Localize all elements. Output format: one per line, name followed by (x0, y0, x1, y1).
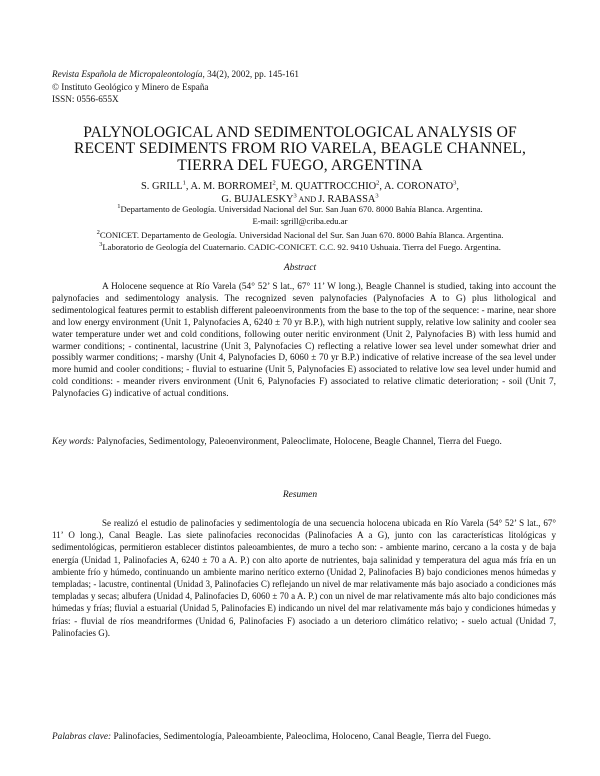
author-name: G. BUJALESKY (221, 194, 294, 206)
author-affil-mark: 3 (375, 192, 379, 200)
resumen-heading: Resumen (282, 490, 318, 500)
journal-name: Revista Española de Micropaleontología (52, 69, 203, 79)
affil-text: Departamento de Geología. Universidad Nacional del Sur. San Juan 670. 8000 Bahía Blanca. Argentina. (120, 204, 483, 214)
issn-line: ISSN: 0556-655X (52, 94, 119, 105)
keywords (52, 437, 556, 449)
contact-email: E-mail: sgrill@criba.edu.ar (252, 215, 348, 226)
author-name: S. GRILL (141, 181, 183, 192)
keywords-label: Key words: (52, 437, 95, 447)
affil-mark: 3 (99, 240, 103, 248)
author-name: A. M. BORROMEI (190, 181, 273, 192)
author-line-1 (40, 180, 560, 193)
abstract-heading: Abstract (283, 263, 317, 273)
author-name: A. CORONATO (384, 181, 454, 192)
journal-citation (52, 68, 299, 81)
palabras-clave (52, 732, 556, 744)
affiliation-1 (40, 204, 560, 216)
affiliation-2 (40, 230, 560, 242)
author-separator: , (185, 181, 191, 192)
palabras-label: Palabras clave: (52, 732, 112, 742)
affiliations (40, 204, 560, 253)
journal-ref: , 34(2), 2002, pp. 145-161 (202, 69, 299, 79)
affil-text: CONICET. Departamento de Geología. Universidad Nacional del Sur. San Juan 670. 8000 Bahía Blanca. Argentina. (99, 230, 504, 241)
title-line-3: TIERRA DEL FUEGO, ARGENTINA (177, 156, 423, 174)
affil-mark: 1 (117, 203, 121, 211)
affiliation-3 (40, 242, 560, 254)
author-affil-mark: 2 (376, 179, 380, 187)
keywords-list: Palynofacies, Sedimentology, Paleoenvironment, Paleoclimate, Holocene, Beagle Channel, Tierra del Fuego. (94, 437, 502, 447)
copyright-line: © Instituto Geológico y Minero de España (52, 81, 209, 92)
author-name: M. QUATTROCCHIO (280, 181, 377, 192)
journal-header (52, 68, 299, 106)
affil-text: Laboratorio de Geología del Cuaternario. CADIC-CONICET. C.C. 92. 9410 Ushuaia. Tierra del Fuego. Argentina. (102, 241, 501, 252)
resumen-body: Se realizó el estudio de palinofacies y sedimentología de una secuencia holocena ubicada en Río Varela (54° 52’ S lat., 67° 11’ O long.), Canal Beagle. Las siete palinofacies reconocidas (Palinofacies A a G), junto con las características litológicas y sedimentológicas, permitieron establecer distintos paleoambientes, de muro a techo son: - ambiente marino, cercano a la costa y de baja energía (Unidad 1, Palinofacies A, 6240 ± 70 a A. P.) con alto aporte de nutrientes, baja salinidad y temperatura del agua más fría en un ambiente frío y húmedo, continuando un ambiente marino nerítico externo (Unidad 2, Palinofacies B) bajo condiciones menos húmedas y templadas; - lacustre, continental (Unidad 3, Palinofacies C) reflejando un nivel de mar relativamente más bajo asociado a condiciones más templadas y secas; albufera (Unidad 4, Palinofacies D, 6060 ± 70 a A. P.) con un nivel de mar relativamente más alto bajo condiciones más húmedas y frías; fluvial a estuarial (Unidad 5, Palinofacies E) indicando un nivel del mar relativamente más bajo y condiciones húmedas y frías: - fluvial de ríos meandriformes (Unidad 6, Palinofacies F) asociado a un deterioro climático relativo; - suelo actual (Unidad 7, Palinofacies G). (52, 518, 556, 638)
title-line-2: RECENT SEDIMENTS FROM RIO VARELA, BEAGLE CHANNEL, (74, 140, 526, 158)
author-separator: AND (296, 195, 319, 205)
title-line-1: PALYNOLOGICAL AND SEDIMENTOLOGICAL ANALYSIS OF (83, 124, 517, 141)
author-name: J. RABASSA (318, 194, 376, 206)
author-affil-mark: 3 (453, 179, 457, 187)
author-separator: , (275, 181, 281, 192)
author-separator: , (456, 181, 459, 192)
author-affil-mark: 3 (293, 192, 297, 200)
author-separator: , (379, 181, 385, 192)
paper-title (40, 125, 560, 174)
author-affil-mark: 1 (182, 179, 186, 187)
palabras-list: Palinofacies, Sedimentología, Paleoambiente, Paleoclima, Holoceno, Canal Beagle, Tierra del Fuego. (111, 732, 491, 742)
author-affil-mark: 2 (272, 179, 276, 187)
abstract-body: A Holocene sequence at Río Varela (54° 52’ S lat., 67° 11’ W long.), Beagle Channel is studied, taking into account the palynofacies and sedimentology analysis. The recognized seven palynofacies (Palynofacies A to G) plus lithological and sedimentological features permit to establish different paleoenvironments from the base to the top of the sequence: - marine, near shore and low energy environment (Unit 1, Palynofacies A, 6240 ± 70 yr B.P.), with high nutrient supply, relative low salinity and cooler sea water temperature under wet and cold conditions, following outer neritic environment (Unit 2, Palynofacies B) with less humid and warmer conditions; - continental, lacustrine (Unit 3, Palynofacies C) reflecting a relative lower sea level under somewhat drier and possibly warmer conditions; - marshy (Unit 4, Palynofacies D, 6060 ± 70 yr B.P.) indicative of relative increase of the sea level under more humid and cooler conditions; - fluvial to estuarine (Unit 5, Palynofacies E) associated to relative low sea level under humid and cold conditions: - meander rivers environment (Unit 6, Palynofacies F) associated to relative climatic deterioration; - soil (Unit 7, Palynofacies G) indicative of actual conditions. (52, 282, 556, 400)
affil-mark: 2 (96, 229, 100, 237)
